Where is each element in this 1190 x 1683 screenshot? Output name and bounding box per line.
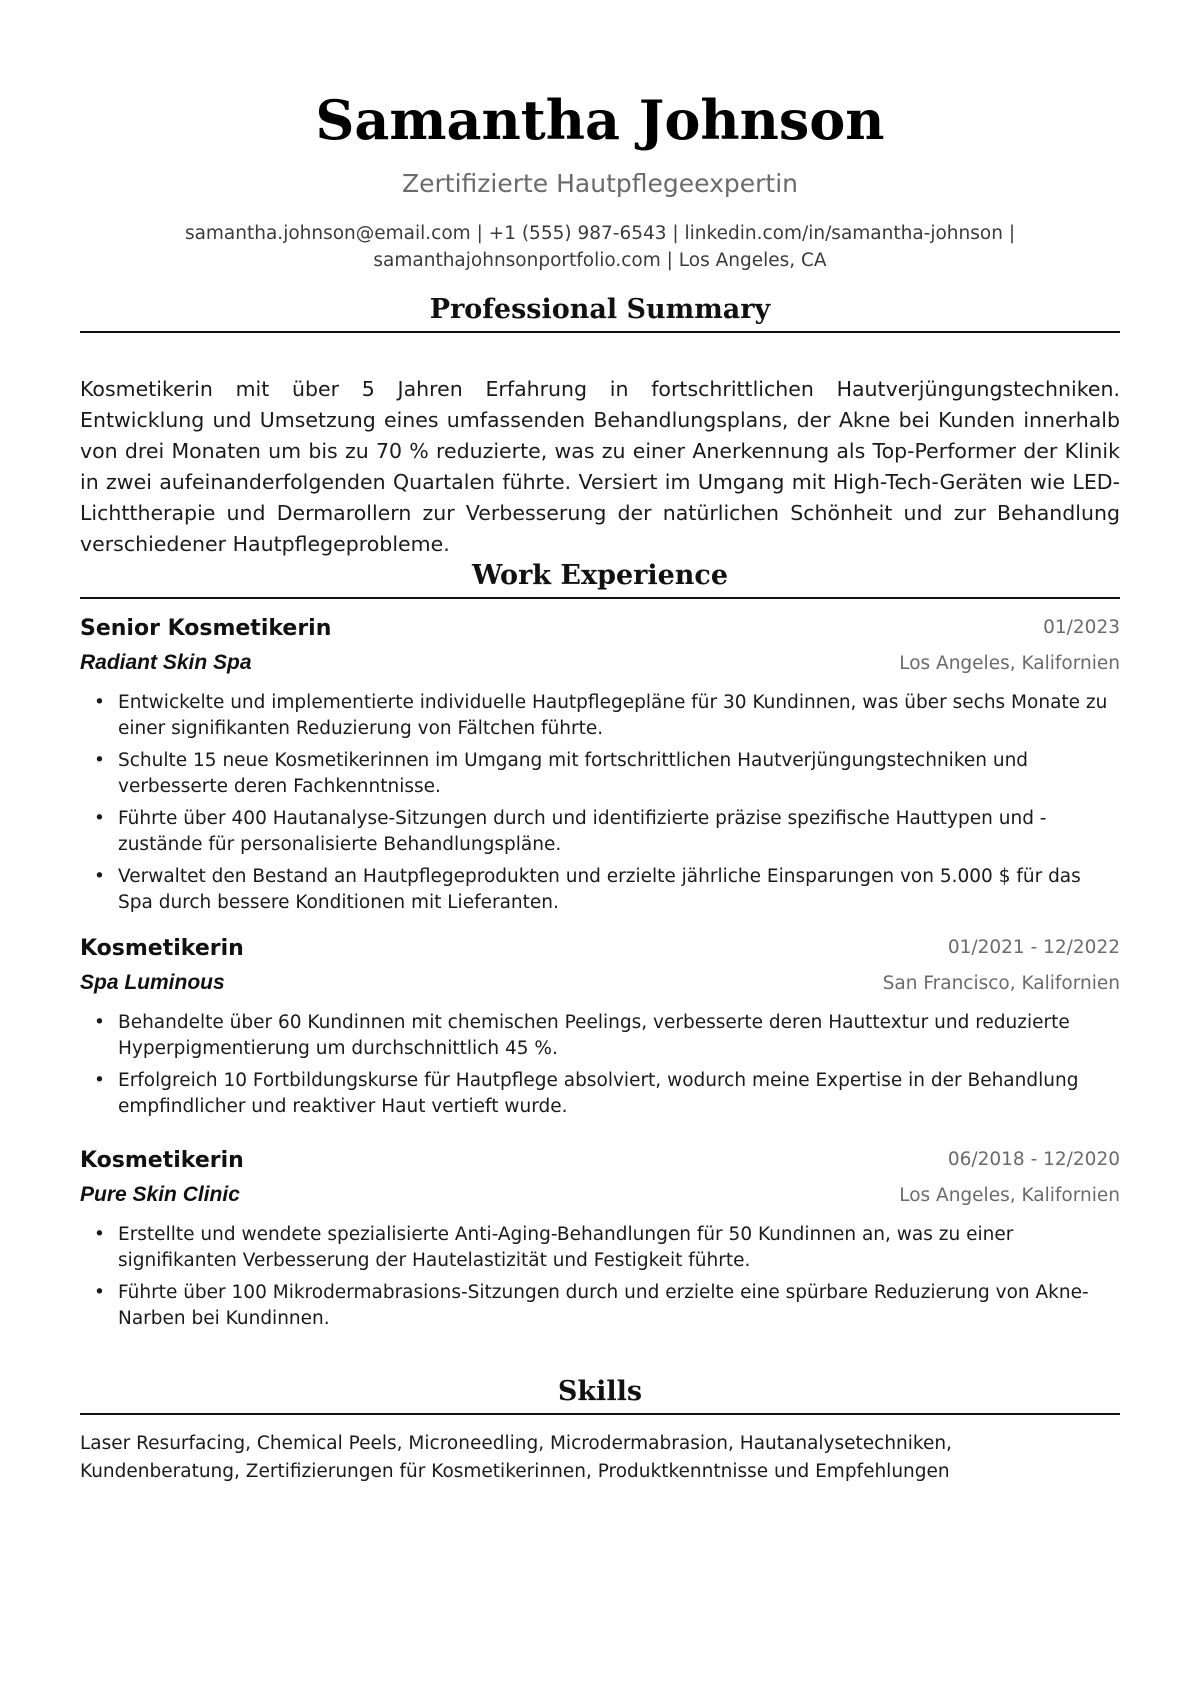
job-title: Kosmetikerin	[80, 1148, 244, 1173]
skills-divider	[80, 1413, 1120, 1415]
job-bullets	[80, 1222, 1120, 1332]
job-date: 01/2021 - 12/2022	[947, 937, 1120, 958]
job-entry	[80, 932, 1120, 1126]
list-item: • Entwickelte und implementierte individuelle Hautpflegepläne für 30 Kundinnen, was über sechs Monate zu einer signifikanten Reduzierung von Fältchen führte.	[94, 692, 1108, 739]
job-location: San Francisco, Kalifornien	[882, 973, 1120, 994]
contact-line-1: samantha.johnson@email.com | +1 (555) 987-6543 | linkedin.com/in/samantha-johnson |	[184, 223, 1016, 244]
skills-line-1: Laser Resurfacing, Chemical Peels, Microneedling, Microdermabrasion, Hautanalysetechniken,	[80, 1433, 952, 1454]
bullet-icon: •	[94, 808, 105, 829]
skills-line-2: Kundenberatung, Zertifizierungen für Kosmetikerinnen, Produktkenntnisse und Empfehlungen	[80, 1461, 950, 1482]
bullet-icon: •	[94, 692, 105, 713]
summary-heading: Professional Summary	[429, 294, 771, 325]
contact-line-2: samanthajohnsonportfolio.com | Los Angeles, CA	[373, 250, 827, 271]
job-company: Spa Luminous	[80, 971, 225, 994]
summary-text: Kosmetikerin mit über 5 Jahren Erfahrung in fortschrittlichen Hautverjüngungstechniken. Entwicklung und Umsetzung eines umfassenden Behandlungsplans, der Akne bei Kunden innerhalb von drei Monaten um bis zu 70 % reduzierte, was zu einer Anerkennung als Top-Performer der Klinik in zwei aufeinanderfolgenden Quartalen führte. Versiert im Umgang mit High-Tech-Geräten wie LED-Lichttherapie und Dermarollern zur Verbesserung der natürlichen Schönheit und zur Behandlung verschiedener Hautpflegeprobleme.	[80, 377, 1120, 556]
job-date: 06/2018 - 12/2020	[947, 1149, 1120, 1170]
job-title: Kosmetikerin	[80, 936, 244, 961]
list-item: • Führte über 400 Hautanalyse-Sitzungen durch und identifizierte präzise spezifische Hauttypen und -zustände für personalisierte Behandlungspläne.	[94, 808, 1047, 855]
job-entry	[80, 1144, 1120, 1338]
skills-text	[80, 1430, 1120, 1486]
summary-divider	[80, 331, 1120, 333]
candidate-name: Samantha Johnson	[315, 88, 885, 152]
bullet-icon: •	[94, 1070, 105, 1091]
contact-info	[80, 220, 1120, 274]
list-item: • Erfolgreich 10 Fortbildungskurse für Hautpflege absolviert, wodurch meine Expertise in der Behandlung empfindlicher und reaktiver Haut vertieft wurde.	[94, 1070, 1079, 1117]
experience-heading: Work Experience	[471, 560, 729, 591]
job-location: Los Angeles, Kalifornien	[899, 653, 1120, 674]
list-item: • Verwaltet den Bestand an Hautpflegeprodukten und erzielte jährliche Einsparungen von 5.000 $ für das Spa durch bessere Konditionen mit Lieferanten.	[94, 866, 1081, 913]
job-company: Pure Skin Clinic	[80, 1183, 240, 1206]
job-title: Senior Kosmetikerin	[80, 616, 332, 641]
list-item: • Erstellte und wendete spezialisierte Anti-Aging-Behandlungen für 50 Kundinnen an, was zu einer signifikanten Verbesserung der Hautelastizität und Festigkeit führte.	[94, 1224, 1014, 1271]
skills-heading: Skills	[557, 1376, 643, 1407]
bullet-icon: •	[94, 1012, 105, 1033]
bullet-icon: •	[94, 750, 105, 771]
experience-divider	[80, 597, 1120, 599]
bullet-icon: •	[94, 866, 105, 887]
bullet-icon: •	[94, 1224, 105, 1245]
list-item: • Behandelte über 60 Kundinnen mit chemischen Peelings, verbesserte deren Hauttextur und reduzierte Hyperpigmentierung um durchschnittlich 45 %.	[94, 1012, 1070, 1059]
job-location: Los Angeles, Kalifornien	[899, 1185, 1120, 1206]
candidate-subtitle: Zertifizierte Hautpflegeexpertin	[401, 169, 798, 198]
job-bullets	[80, 1010, 1120, 1120]
job-bullets	[80, 690, 1120, 916]
job-entry	[80, 612, 1120, 922]
bullet-icon: •	[94, 1282, 105, 1303]
job-company: Radiant Skin Spa	[80, 651, 252, 674]
list-item: • Schulte 15 neue Kosmetikerinnen im Umgang mit fortschrittlichen Hautverjüngungstechniken und verbesserte deren Fachkenntnisse.	[94, 750, 1029, 797]
list-item: • Führte über 100 Mikrodermabrasions-Sitzungen durch und erzielte eine spürbare Reduzierung von Akne-Narben bei Kundinnen.	[94, 1282, 1089, 1329]
job-date: 01/2023	[1043, 617, 1120, 638]
